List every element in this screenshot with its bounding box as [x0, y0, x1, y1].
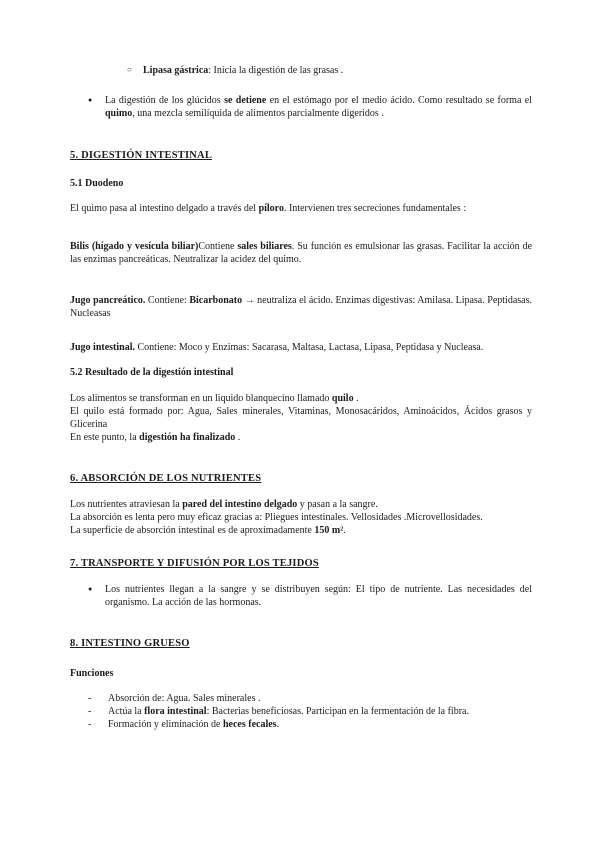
text-run: Contiene: Moco y Enzimas: Sacarasa, Maltasa, Lactasa, Lipasa, Peptidasa y Nucleasa.: [135, 342, 484, 353]
bold-run: se detiene: [224, 95, 267, 106]
text-run: y pasan a la sangre.: [297, 499, 378, 510]
text-run: : Bacterias beneficiosas. Participan en la fermentación de la fibra.: [206, 706, 469, 717]
bold-run: quimo: [105, 108, 133, 119]
subsection-heading-5-1: 5.1 Duodeno: [70, 178, 124, 189]
text-run: .: [235, 432, 241, 443]
text-run: Actúa la: [108, 706, 145, 717]
list-item-glucidos: [70, 94, 532, 120]
bold-run: Lipasa gástrica: [143, 65, 209, 76]
text-run: .: [343, 525, 346, 536]
list-item-text: [105, 583, 532, 609]
text-run: , una mezcla semilíquida de alimentos parcialmente digeridos .: [132, 108, 384, 119]
text-run: en el estómago por el medio ácido. Como resultado se forma el: [266, 95, 532, 106]
paragraph-jugo-intestinal: [70, 341, 532, 354]
text-run: . Su función es emulsionar las grasas. Facilitar la acción de las enzimas pancreáticas. Neutralizar la acidez del quimo.: [70, 241, 533, 265]
bold-run: flora intestinal: [144, 706, 207, 717]
text-run: El quilo está formado por: Agua, Sales minerales, Vitaminas, Monosacáridos, Aminoácidos, Ácidos grasos y Glicerina: [70, 406, 532, 430]
bold-run: quilo: [331, 393, 354, 404]
text-run: . Intervienen tres secreciones fundamentales :: [283, 203, 467, 214]
text-run: Formación y eliminación de: [108, 719, 223, 730]
text-run: Absorción de: Agua. Sales minerales .: [108, 693, 261, 704]
disc-bullet-icon: ●: [88, 96, 93, 104]
dash-bullet-icon: -: [88, 706, 92, 717]
text-run: .: [276, 719, 280, 730]
text-run: Los nutrientes atraviesan la: [70, 499, 183, 510]
list-item-heces: [70, 718, 532, 731]
subsection-heading-5-2: 5.2 Resultado de la digestión intestinal: [70, 367, 234, 378]
list-item-text: [108, 718, 532, 731]
bold-run: Bicarbonato: [189, 295, 243, 306]
bold-run: Jugo intestinal.: [70, 342, 136, 353]
list-item-lipasa-gastrica: [70, 64, 532, 77]
circle-bullet-icon: ○: [127, 65, 132, 74]
paragraph-bilis: [70, 240, 532, 266]
bold-run: pared del intestino delgado: [182, 499, 298, 510]
bold-run: heces fecales: [222, 719, 277, 730]
section-heading-5: 5. DIGESTIÓN INTESTINAL: [70, 150, 213, 161]
bold-run: digestión ha finalizado: [139, 432, 236, 443]
dash-bullet-icon: -: [88, 719, 92, 730]
text-run: Los nutrientes llegan a la sangre y se distribuyen según: El tipo de nutriente. Las necesidades del organismo. La acción de las hormonas.: [105, 584, 532, 608]
list-item-absorcion: [70, 692, 532, 705]
text-run: La superficie de absorción intestinal es de aproximadamente: [70, 525, 315, 536]
bold-run: Jugo pancreático.: [70, 295, 146, 306]
bold-run: sales biliares: [237, 241, 292, 252]
list-item-text: [143, 64, 532, 77]
list-item-transporte: [70, 583, 532, 609]
section-heading-7: 7. TRANSPORTE Y DIFUSIÓN POR LOS TEJIDOS: [70, 558, 319, 569]
text-run: → neutraliza el ácido. Enzimas digestivas: Amilasa. Lipasa. Peptidasas. Nucleasas: [70, 295, 532, 319]
bold-run: 150 m²: [314, 525, 344, 536]
section-heading-6: 6. ABSORCIÓN DE LOS NUTRIENTES: [70, 473, 262, 484]
bold-run: Bilis (hígado y vesícula biliar): [70, 241, 199, 252]
list-item-text: [105, 94, 532, 120]
text-run: Contiene: [198, 241, 238, 252]
text-run: : Inicia la digestión de las grasas .: [208, 65, 344, 76]
paragraph-quimo: [70, 202, 532, 215]
list-item-flora: [70, 705, 532, 718]
text-run: En este punto, la: [70, 432, 140, 443]
text-run: El quimo pasa al intestino delgado a través del: [70, 203, 259, 214]
paragraph-jugo-pancreatico: [70, 294, 532, 320]
text-run: .: [353, 393, 359, 404]
list-item-text: [108, 705, 532, 718]
text-run: La digestión de los glúcidos: [105, 95, 225, 106]
disc-bullet-icon: ●: [88, 585, 93, 593]
subsection-heading-funciones: Funciones: [70, 668, 114, 679]
dash-bullet-icon: -: [88, 693, 92, 704]
text-run: La absorción es lenta pero muy eficaz gracias a: Pliegues intestinales. Vellosidades .Microvellosidades.: [70, 512, 483, 523]
text-run: Contiene:: [145, 295, 190, 306]
bold-run: píloro: [258, 203, 284, 214]
list-item-text: [108, 692, 532, 705]
section-heading-8: 8. INTESTINO GRUESO: [70, 638, 190, 649]
paragraph-quilo: [70, 392, 532, 444]
paragraph-absorcion: [70, 498, 532, 537]
text-run: Los alimentos se transforman en un liquido blanquecino llamado: [70, 393, 332, 404]
dash-list: [70, 692, 532, 731]
